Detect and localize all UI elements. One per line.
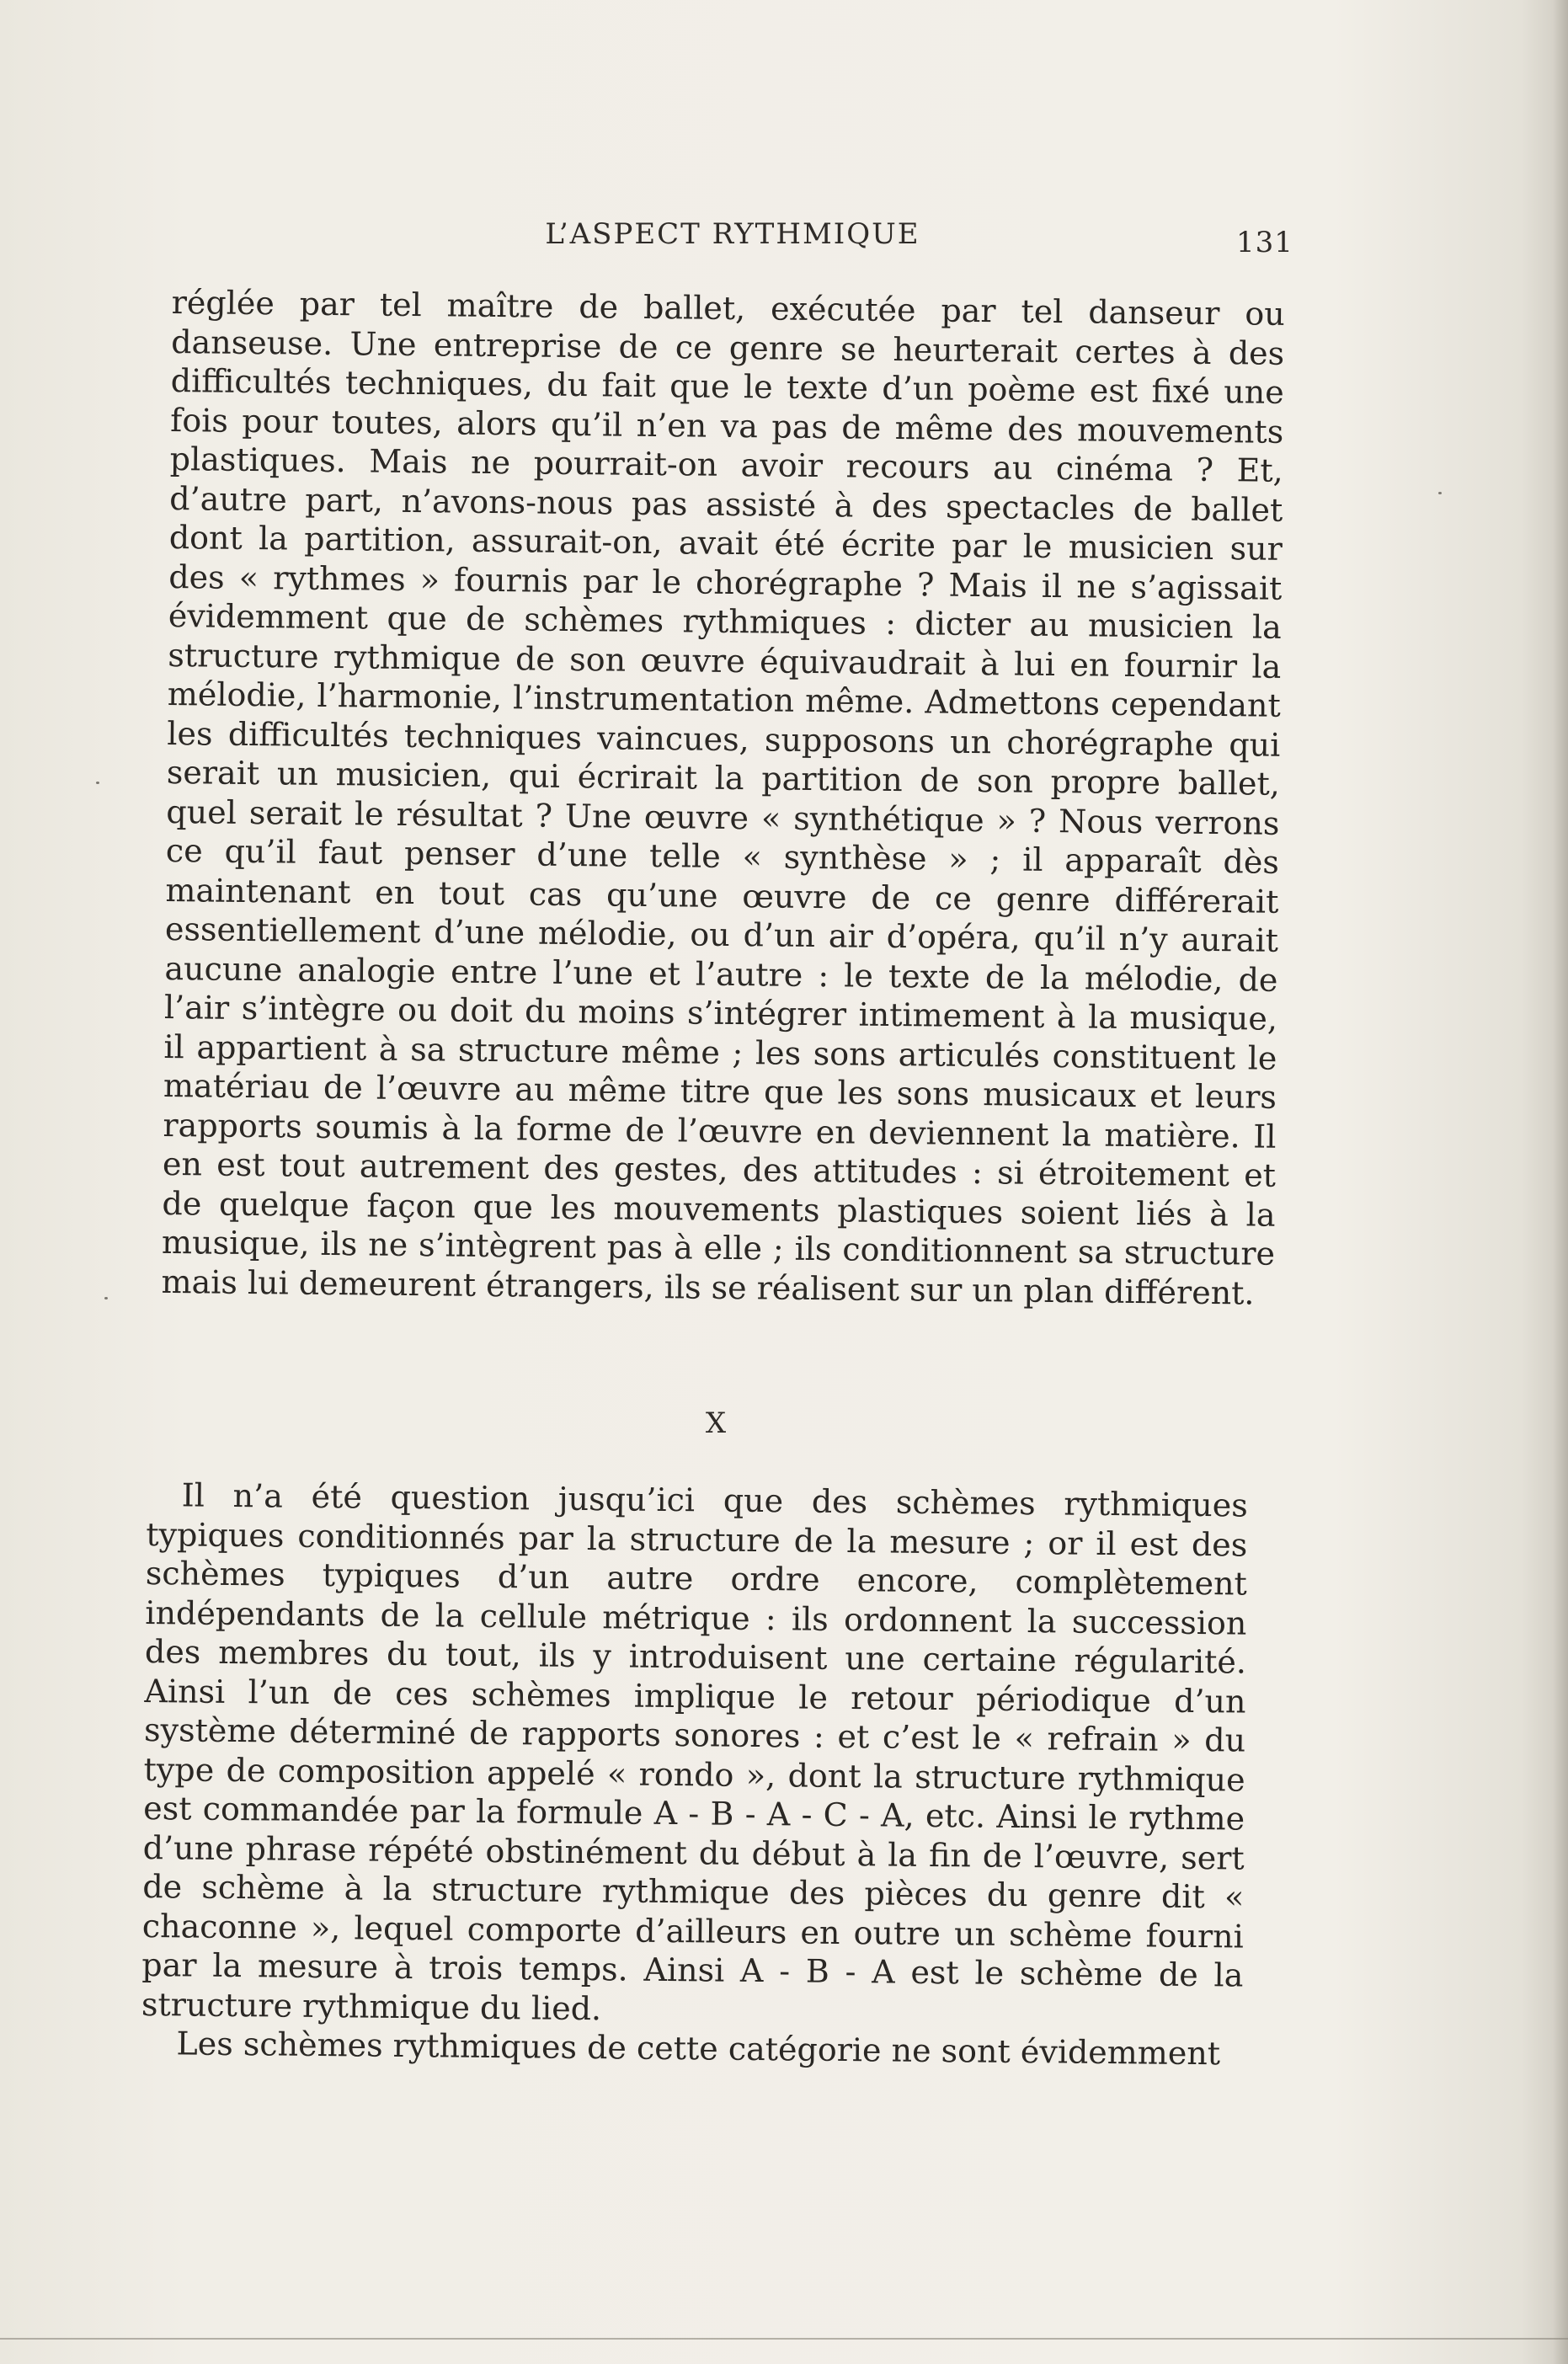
paragraph-final-line: Les schèmes rythmiques de cette catégorie ne sont évidemment <box>176 2025 1221 2073</box>
section-numeral: X <box>705 1406 727 1440</box>
body-text-lower <box>141 1475 1248 2073</box>
paper-speck <box>104 1297 108 1299</box>
page-number: 131 <box>1236 226 1293 259</box>
body-text-upper <box>161 283 1285 1313</box>
paper-speck <box>1438 492 1442 494</box>
paragraph-continuation: réglée par tel maître de ballet, exécutée par tel danseur ou danseuse. Une entreprise de ce genre se heurterait certes à des difficultés techniques, du fait que le texte d’un poème est fixé une fois pour toutes, alors qu’il n’en va pas de même des mouvements plastiques. Mais ne pourrait-on avoir recours au cinéma ? Et, d’autre part, n’avons-nous pas assisté à des spectacles de ballet dont la partition, assurait-on, avait été écrite par le musicien sur des « rythmes » fournis par le chorégraphe ? Mais il ne s’agissait évidemment que de schèmes rythmiques : dicter au musicien la structure rythmique de son œuvre équivaudrait à lui en fournir la mélodie, l’harmonie, l’instrumentation même. Admettons cependant les difficultés techniques vaincues, supposons un chorégraphe qui serait un musicien, qui écrirait la partition de son propre ballet, quel serait le résultat ? Une œuvre « synthétique » ? Nous verrons ce qu’il faut penser d’une telle « synthèse » ; il apparaît dès maintenant en tout cas qu’une œuvre de ce genre différerait essentiellement d’une mélodie, ou d’un air d’opéra, qu’il n’y aurait aucune analogie entre l’une et l’autre : le texte de la mélodie, de l’air s’intègre ou doit du moins s’intégrer intimement à la musique, il appartient à sa structure même ; les sons articulés constituent le matériau de l’œuvre au même titre que les sons musicaux et leurs rapports soumis à la forme de l’œuvre en deviennent la matière. Il en est tout autrement des gestes, des attitudes : si étroitement et de quelque façon que les mouvements plastiques soient liés à la musique, ils ne s’intègrent pas à elle ; ils conditionnent sa structure mais lui demeurent étrangers, ils se réalisent sur un plan différent. <box>161 283 1285 1312</box>
page-bottom-edge <box>0 2338 1568 2340</box>
page-right-edge-shadow <box>1553 0 1568 2364</box>
running-head-title: L’ASPECT RYTHMIQUE <box>545 217 920 251</box>
paragraph-schemes: Il n’a été question jusqu’ici que des schèmes rythmiques typiques conditionnés par la structure de la mesure ; or il est des schèmes typiques d’un autre ordre encore, complètement indépendants de la cellule métrique : ils ordonnent la succession des membres du tout, ils y introduisent une certaine régularité. Ainsi l’un de ces schèmes implique le retour périodique d’un système déterminé de rapports sonores : et c’est le « refrain » du type de composition appelé « rondo », dont la structure rythmique est commandée par la formule A - B - A - C - A, etc. Ainsi le rythme d’une phrase répété obstinément du début à la fin de l’œuvre, sert de schème à la structure rythmique des pièces du genre dit « chaconne », lequel comporte d’ailleurs en outre un schème fourni par la mesure à trois temps. Ainsi A - B - A est le schème de la structure rythmique du lied. <box>141 1476 1248 2027</box>
paper-speck <box>96 782 99 784</box>
